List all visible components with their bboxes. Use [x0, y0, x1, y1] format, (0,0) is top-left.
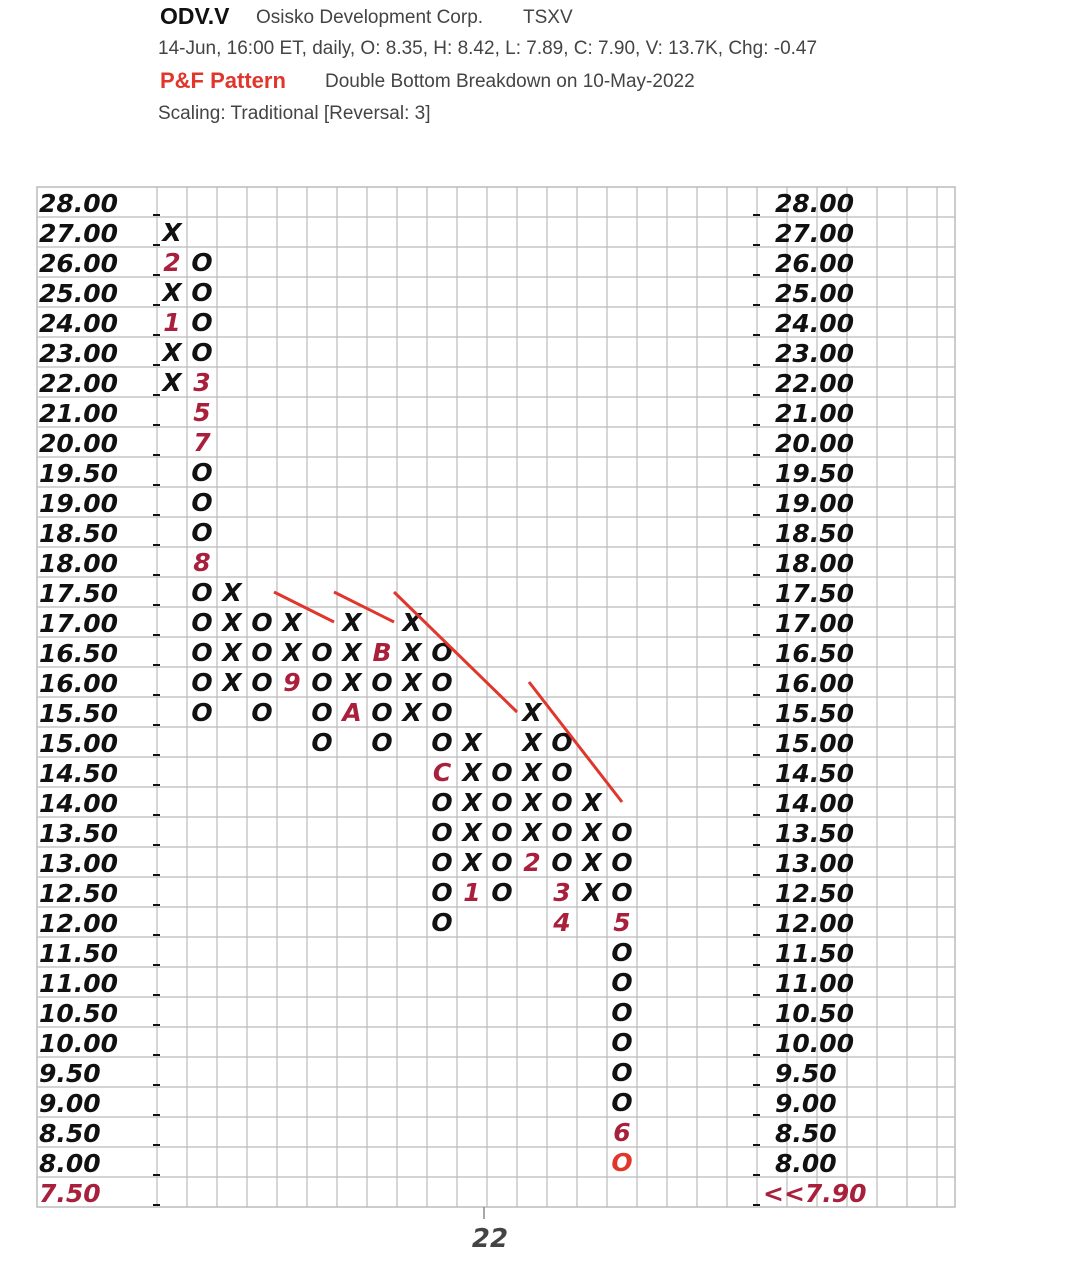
o-box: O	[191, 518, 213, 547]
month-marker: 8	[193, 548, 211, 577]
o-box: O	[611, 998, 633, 1027]
x-box: X	[582, 848, 602, 877]
right-axis-label: 12.50	[775, 879, 855, 908]
x-box: X	[222, 578, 242, 607]
o-box: O	[551, 818, 573, 847]
x-box: X	[462, 818, 482, 847]
x-box: X	[522, 728, 542, 757]
o-box: O	[251, 698, 273, 727]
left-axis-label: 8.50	[39, 1119, 101, 1148]
left-axis-label: 11.00	[39, 969, 119, 998]
x-box: X	[402, 638, 422, 667]
o-box: O	[191, 308, 213, 337]
quote-line: 14-Jun, 16:00 ET, daily, O: 8.35, H: 8.42, L: 7.89, C: 7.90, V: 13.7K, Chg: -0.47	[158, 38, 818, 59]
o-box: O	[191, 608, 213, 637]
right-axis-label: 25.00	[775, 279, 855, 308]
o-box: O	[611, 1088, 633, 1117]
left-axis-label: 11.50	[39, 939, 119, 968]
left-axis-label: 10.00	[39, 1029, 119, 1058]
left-axis-label: 14.50	[39, 759, 119, 788]
x-box: X	[162, 218, 182, 247]
o-box: O	[491, 758, 513, 787]
o-box: O	[191, 698, 213, 727]
o-box: O	[311, 668, 333, 697]
right-axis-label: 28.00	[775, 189, 855, 218]
month-marker: 2	[523, 848, 541, 877]
right-axis-label: 22.00	[775, 369, 855, 398]
o-box: O	[491, 818, 513, 847]
o-box: O	[611, 968, 633, 997]
right-axis-label: 10.50	[775, 999, 855, 1028]
left-axis-label: 17.00	[39, 609, 119, 638]
x-box: X	[522, 818, 542, 847]
month-marker: 7	[193, 428, 211, 457]
x-axis-label: 22	[471, 1224, 509, 1254]
o-box: O	[431, 818, 453, 847]
x-box: X	[582, 818, 602, 847]
left-axis-label: 13.00	[39, 849, 119, 878]
right-axis-label: 15.00	[775, 729, 855, 758]
o-box: O	[431, 908, 453, 937]
right-axis-label: 8.50	[775, 1119, 837, 1148]
left-axis-label: 28.00	[39, 189, 119, 218]
right-axis-label: 10.00	[775, 1029, 855, 1058]
right-axis-label: 17.00	[775, 609, 855, 638]
right-axis-label: 14.50	[775, 759, 855, 788]
left-axis-label: 9.50	[39, 1059, 101, 1088]
o-box: O	[371, 668, 393, 697]
left-axis-label: 9.00	[39, 1089, 101, 1118]
month-marker: 1	[463, 878, 481, 907]
left-axis-label: 10.50	[39, 999, 119, 1028]
x-box: X	[222, 608, 242, 637]
right-axis-label: 19.50	[775, 459, 855, 488]
left-axis-label: 13.50	[39, 819, 119, 848]
month-marker: A	[342, 698, 362, 727]
o-box: O	[611, 1028, 633, 1057]
right-axis-label: <<7.90	[763, 1179, 867, 1208]
x-box: X	[522, 698, 542, 727]
left-axis-label: 15.50	[39, 699, 119, 728]
right-axis-label: 27.00	[775, 219, 855, 248]
right-axis-label: 16.00	[775, 669, 855, 698]
right-axis-label: 15.50	[775, 699, 855, 728]
o-box: O	[311, 698, 333, 727]
o-box: O	[431, 698, 453, 727]
x-box: X	[522, 758, 542, 787]
month-marker: B	[372, 638, 392, 667]
x-box: X	[402, 668, 422, 697]
left-axis-label: 18.00	[39, 549, 119, 578]
month-marker: 6	[613, 1118, 631, 1147]
x-box: X	[282, 608, 302, 637]
left-axis-label: 18.50	[39, 519, 119, 548]
o-box: O	[551, 788, 573, 817]
o-box: O	[431, 668, 453, 697]
x-box: X	[402, 698, 422, 727]
left-axis-label: 21.00	[39, 399, 119, 428]
month-marker: 1	[163, 308, 181, 337]
left-axis-label: 19.50	[39, 459, 119, 488]
x-box: X	[162, 368, 182, 397]
right-axis-label: 19.00	[775, 489, 855, 518]
left-axis-label: 27.00	[39, 219, 119, 248]
o-box: O	[551, 848, 573, 877]
x-box: X	[582, 878, 602, 907]
right-axis-label: 21.00	[775, 399, 855, 428]
left-axis-label: 16.00	[39, 669, 119, 698]
o-box: O	[191, 278, 213, 307]
right-axis-label: 11.50	[775, 939, 855, 968]
o-box: O	[311, 638, 333, 667]
left-axis-label: 19.00	[39, 489, 119, 518]
left-axis-label: 16.50	[39, 639, 119, 668]
o-box: O	[431, 848, 453, 877]
pattern-description: Double Bottom Breakdown on 10-May-2022	[325, 71, 695, 92]
right-axis-label: 16.50	[775, 639, 855, 668]
o-box: O	[311, 728, 333, 757]
month-marker: 2	[163, 248, 181, 277]
left-axis-label: 12.50	[39, 879, 119, 908]
month-marker: C	[432, 758, 452, 787]
x-box: X	[402, 608, 422, 637]
o-box: O	[551, 758, 573, 787]
left-axis-label: 7.50	[39, 1179, 101, 1208]
left-axis-label: 8.00	[39, 1149, 101, 1178]
x-box: X	[342, 638, 362, 667]
o-box: O	[371, 728, 393, 757]
month-marker: 9	[283, 668, 301, 697]
x-box: X	[462, 728, 482, 757]
right-axis-label: 14.00	[775, 789, 855, 818]
x-box: X	[162, 338, 182, 367]
o-box: O	[371, 698, 393, 727]
left-axis-label: 25.00	[39, 279, 119, 308]
right-axis-label: 12.00	[775, 909, 855, 938]
x-box: X	[342, 668, 362, 697]
o-box: O	[251, 608, 273, 637]
left-axis-label: 22.00	[39, 369, 119, 398]
o-box: O	[611, 848, 633, 877]
o-box: O	[491, 878, 513, 907]
o-box: O	[491, 848, 513, 877]
o-box: O	[491, 788, 513, 817]
month-marker: 5	[613, 908, 631, 937]
right-axis-label: 18.00	[775, 549, 855, 578]
right-axis-label: 20.00	[775, 429, 855, 458]
left-axis-label: 26.00	[39, 249, 119, 278]
x-box: X	[582, 788, 602, 817]
left-axis-label: 20.00	[39, 429, 119, 458]
left-axis-label: 12.00	[39, 909, 119, 938]
o-box: O	[191, 668, 213, 697]
x-box: X	[282, 638, 302, 667]
ticker-symbol: ODV.V	[160, 3, 230, 29]
right-axis-label: 23.00	[775, 339, 855, 368]
company-name: Osisko Development Corp.	[256, 7, 484, 28]
right-axis-label: 13.00	[775, 849, 855, 878]
last-box: O	[611, 1148, 633, 1177]
left-axis-label: 24.00	[39, 309, 119, 338]
o-box: O	[431, 788, 453, 817]
right-axis-label: 11.00	[775, 969, 855, 998]
x-axis	[472, 1207, 508, 1254]
x-box: X	[462, 848, 482, 877]
right-axis-label: 13.50	[775, 819, 855, 848]
left-axis-label: 23.00	[39, 339, 119, 368]
right-axis-label: 17.50	[775, 579, 855, 608]
o-box: O	[431, 728, 453, 757]
o-box: O	[611, 1058, 633, 1087]
x-box: X	[162, 278, 182, 307]
o-box: O	[251, 668, 273, 697]
o-box: O	[191, 458, 213, 487]
o-box: O	[611, 818, 633, 847]
x-box: X	[462, 788, 482, 817]
right-axis-label: 9.50	[775, 1059, 837, 1088]
o-box: O	[251, 638, 273, 667]
x-box: X	[462, 758, 482, 787]
o-box: O	[431, 638, 453, 667]
right-axis-label: 18.50	[775, 519, 855, 548]
x-box: X	[222, 638, 242, 667]
o-box: O	[611, 938, 633, 967]
o-box: O	[191, 338, 213, 367]
pattern-label: P&F Pattern	[160, 68, 286, 93]
right-axis-label: 9.00	[775, 1089, 837, 1118]
month-marker: 4	[553, 908, 571, 937]
x-box: X	[222, 668, 242, 697]
left-axis-label: 14.00	[39, 789, 119, 818]
o-box: O	[191, 248, 213, 277]
left-axis-label: 15.00	[39, 729, 119, 758]
o-box: O	[191, 488, 213, 517]
o-box: O	[611, 878, 633, 907]
month-marker: 3	[553, 878, 571, 907]
x-box: X	[342, 608, 362, 637]
left-axis-label: 17.50	[39, 579, 119, 608]
x-box: X	[522, 788, 542, 817]
right-axis-label: 26.00	[775, 249, 855, 278]
o-box: O	[431, 878, 453, 907]
right-axis-label: 8.00	[775, 1149, 837, 1178]
month-marker: 5	[193, 398, 211, 427]
o-box: O	[551, 728, 573, 757]
exchange-name: TSXV	[523, 7, 573, 28]
month-marker: 3	[193, 368, 211, 397]
o-box: O	[191, 638, 213, 667]
right-axis-label: 24.00	[775, 309, 855, 338]
scaling-info: Scaling: Traditional [Reversal: 3]	[158, 103, 431, 124]
o-box: O	[191, 578, 213, 607]
